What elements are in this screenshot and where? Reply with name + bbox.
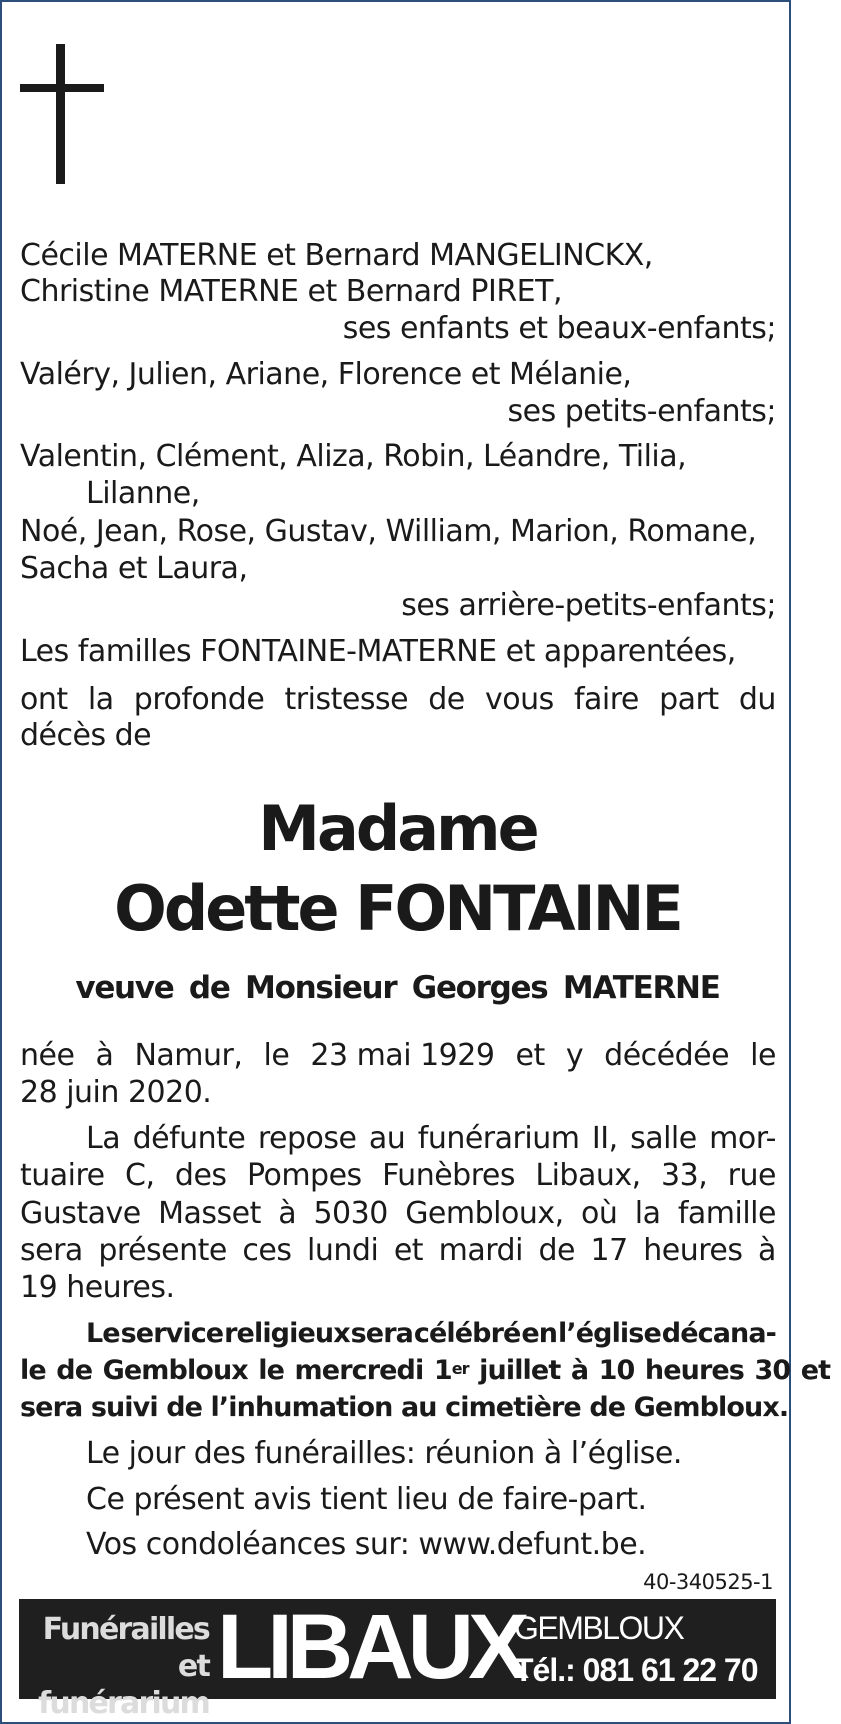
role-great-grandchildren: ses arrière-petits-enfants; (401, 588, 776, 623)
family-line-5b: Sacha et Laura, (20, 551, 248, 586)
family-line-5: Noé, Jean, Rose, Gustav, William, Marion, Romane, (20, 514, 757, 549)
death-date: 28 juin 2020. (20, 1075, 212, 1110)
repose-line-2: tuaire C, des Pompes Funèbres Libaux, 33, rue (20, 1158, 776, 1193)
notice-line: Ce présent avis tient lieu de faire-part. (86, 1482, 647, 1517)
funeral-day: Le jour des funérailles: réunion à l’église. (86, 1436, 682, 1471)
service-line-3: sera suivi de l’inhumation au cimetière de Gembloux. (20, 1392, 789, 1423)
repose-end: 19 heures. (20, 1270, 175, 1305)
repose-line-4: sera présente ces lundi et mardi de 17 heures à (20, 1233, 776, 1268)
reference-number: 40-340525-1 (643, 1570, 773, 1594)
birth-line: née à Namur, le 23 mai 1929 et y décédée le (20, 1038, 776, 1073)
widow-line: veuve de Monsieur Georges MATERNE (75, 970, 720, 1006)
city-label: GEMBLOUX (514, 1610, 684, 1646)
family-line-6: Les familles FONTAINE-MATERNE et apparentées, (20, 634, 736, 669)
brand-logo: LIBAUX (217, 1596, 524, 1698)
family-line-7: ont la profonde tristesse de vous faire part du (20, 682, 776, 717)
condolences-link[interactable]: Vos condoléances sur: www.defunt.be. (86, 1527, 647, 1562)
service-line-1: Le service religieux sera célébré en l’église décana- (86, 1318, 776, 1349)
service-line-2: le de Gembloux le mercredi 1er juillet à 10 heures 30 et (20, 1355, 831, 1386)
funeral-home-banner (19, 1596, 776, 1721)
funeral-services-label: Funérailles et funérarium (38, 1612, 209, 1721)
family-line-7b: décès de (20, 718, 152, 753)
deceased-name: Odette FONTAINE (114, 872, 681, 945)
family-line-3: Valéry, Julien, Ariane, Florence et Mélanie, (20, 357, 632, 392)
role-grandchildren: ses petits-enfants; (507, 394, 776, 429)
deceased-title: Madame (258, 792, 537, 865)
repose-line-1: La défunte repose au funérarium II, salle mor- (86, 1121, 776, 1156)
family-line-4b: Lilanne, (86, 476, 200, 511)
family-line-1: Cécile MATERNE et Bernard MANGELINCKX, (20, 238, 653, 273)
latin-cross-icon (20, 44, 104, 184)
family-line-2: Christine MATERNE et Bernard PIRET, (20, 274, 562, 309)
role-children: ses enfants et beaux-enfants; (342, 311, 776, 346)
repose-line-3: Gustave Masset à 5030 Gembloux, où la famille (20, 1196, 776, 1231)
phone-number: Tél.: 081 61 22 70 (514, 1652, 758, 1688)
family-line-4: Valentin, Clément, Aliza, Robin, Léandre, Tilia, (20, 439, 687, 474)
